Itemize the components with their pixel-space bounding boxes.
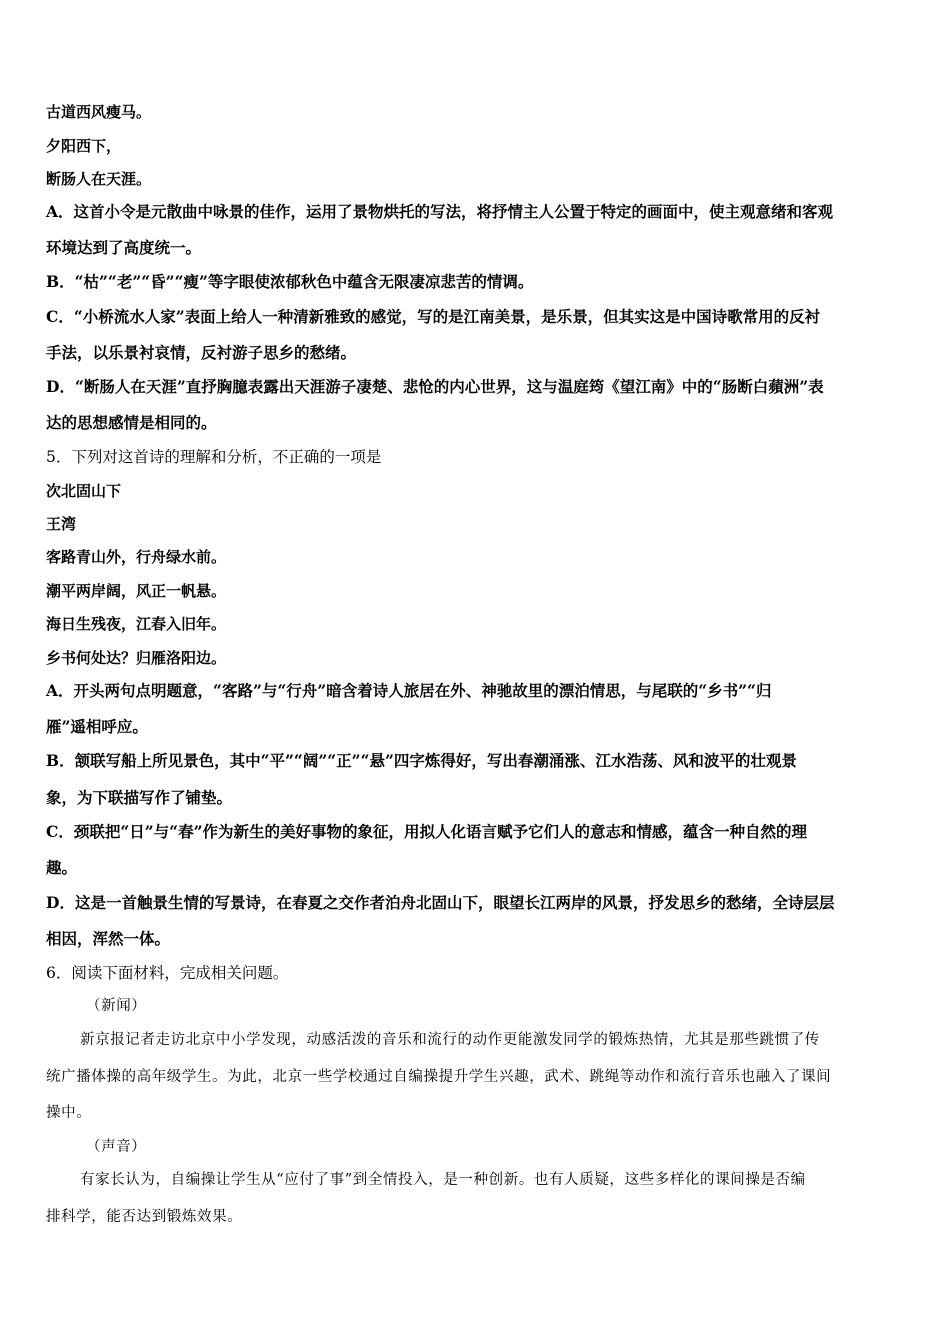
q6-voice-line-2: 排科学，能否达到锻炼效果。 <box>46 1209 243 1225</box>
q5-poem-line-1: 客路青山外，行舟绿水前。 <box>46 548 227 566</box>
q5-poem-title: 次北固山下 <box>46 482 122 500</box>
q5-poem-author: 王湾 <box>46 515 77 533</box>
q6-voice-title: （声音） <box>86 1139 147 1155</box>
q5-option-a-line-1: A．开头两句点明题意，“客路”与“行舟”暗含着诗人旅居在外、神驰故里的漂泊情思，与尾联的“乡书”“归 <box>46 681 772 700</box>
q4-option-d-line-1: D．“断肠人在天涯”直抒胸臆表露出天涯游子凄楚、悲怆的内心世界，这与温庭筠《望江南》中的“肠断白蘋洲”表 <box>46 377 824 396</box>
q6-voice-line-1: 有家长认为，自编操让学生从“应付了事”到全情投入，是一种创新。也有人质疑，这些多样化的课间操是否编 <box>80 1172 806 1188</box>
q5-option-a-line-2: 雁”遥相呼应。 <box>46 717 148 736</box>
q4-option-b: B．“枯”“老”“昏”“瘦”等字眼使浓郁秋色中蕴含无限凄凉悲苦的情调。 <box>46 272 534 291</box>
q5-poem-line-2: 潮平两岸阔，风正一帆悬。 <box>46 582 227 600</box>
q6-news-title: （新闻） <box>86 998 147 1014</box>
q4-option-d-line-2: 达的思想感情是相同的。 <box>46 413 217 432</box>
poem1-line-2: 夕阳西下， <box>46 137 122 155</box>
q5-poem-line-4: 乡书何处达？归雁洛阳边。 <box>46 649 227 667</box>
q4-option-a-line-1: A．这首小令是元散曲中咏景的佳作，运用了景物烘托的写法，将抒情主人公置于特定的画面中，使主观意绪和客观 <box>46 202 834 221</box>
q4-option-a-line-2: 环境达到了高度统一。 <box>46 238 202 257</box>
poem1-line-3: 断肠人在天涯。 <box>46 170 152 188</box>
q6-news-line-3: 操中。 <box>46 1105 92 1121</box>
q5-option-b-line-1: B．颔联写船上所见景色，其中“平”“阔”“正”“悬”四字炼得好，写出春潮涌涨、江水浩荡、风和波平的壮观景 <box>46 751 797 770</box>
poem1-line-1: 古道西风瘦马。 <box>46 103 152 121</box>
q5-question: 5．下列对这首诗的理解和分析，不正确的一项是 <box>46 448 382 466</box>
q6-news-line-2: 统广播体操的高年级学生。为此，北京一些学校通过自编操提升学生兴趣，武术、跳绳等动作和流行音乐也融入了课间 <box>46 1069 832 1085</box>
q5-poem-line-3: 海日生残夜，江春入旧年。 <box>46 615 227 633</box>
q5-option-d-line-2: 相因，浑然一体。 <box>46 929 171 948</box>
q4-option-c-line-2: 手法，以乐景衬哀情，反衬游子思乡的愁绪。 <box>46 343 357 362</box>
q5-option-d-line-1: D．这是一首触景生情的写景诗，在春夏之交作者泊舟北固山下，眼望长江两岸的风景，抒发思乡的愁绪，全诗层层 <box>46 893 835 912</box>
q5-option-b-line-2: 象，为下联描写作了铺垫。 <box>46 788 233 807</box>
q5-option-c-line-1: C．颈联把“日”与“春”作为新生的美好事物的象征，用拟人化语言赋予它们人的意志和情感，蕴含一种自然的理 <box>46 822 808 841</box>
q6-question: 6．阅读下面材料，完成相关问题。 <box>46 964 289 982</box>
q4-option-c-line-1: C．“小桥流水人家”表面上给人一种清新雅致的感觉，写的是江南美景，是乐景，但其实这是中国诗歌常用的反衬 <box>46 307 821 326</box>
q6-news-line-1: 新京报记者走访北京中小学发现，动感活泼的音乐和流行的动作更能激发同学的锻炼热情，尤其是那些跳惯了传 <box>80 1032 820 1048</box>
q5-option-c-line-2: 趣。 <box>46 858 78 877</box>
